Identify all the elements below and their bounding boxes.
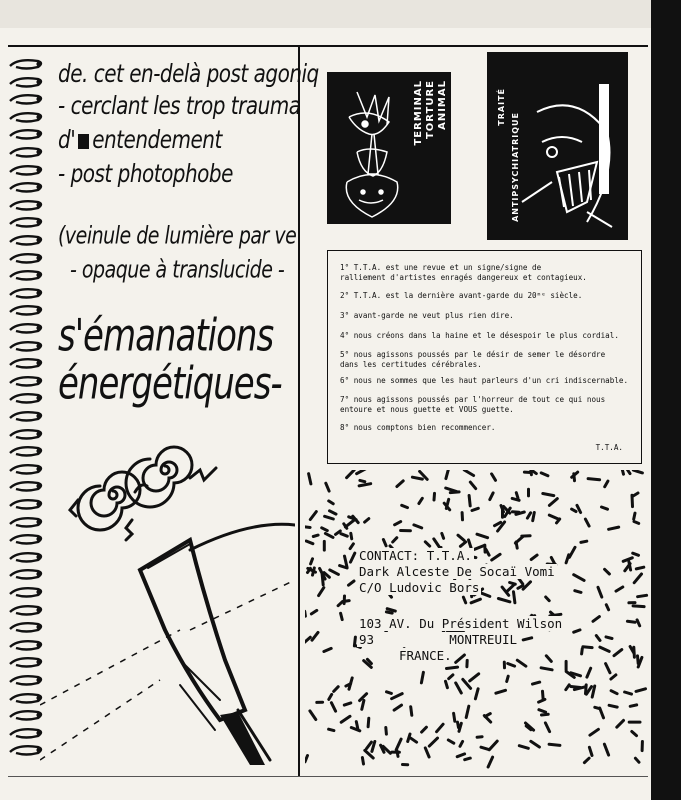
dash-mark [350, 544, 353, 549]
spiral-ring [8, 727, 44, 739]
spiral-ring [8, 410, 44, 422]
contact-line-6: FRANCE. [399, 648, 452, 663]
spiral-ring [8, 93, 44, 105]
dash-mark [549, 499, 557, 506]
dash-mark [598, 587, 602, 597]
dash-mark [331, 703, 335, 712]
spiral-ring [8, 164, 44, 176]
spiral-ring [8, 604, 44, 616]
dash-mark [512, 512, 519, 513]
dash-mark [566, 555, 569, 563]
dash-mark [464, 470, 473, 476]
hand-line-5: (veinule de lumière par ve [58, 222, 297, 250]
dash-mark [523, 638, 532, 640]
dash-mark [419, 498, 422, 503]
dash-mark [457, 754, 464, 757]
dash-mark [527, 513, 530, 518]
dash-mark [602, 507, 608, 509]
dash-mark [330, 570, 339, 575]
dash-mark [541, 668, 552, 670]
spiral-ring [8, 340, 44, 352]
dash-mark [475, 546, 484, 550]
cover-title-traite: TRAITÉ [497, 88, 506, 126]
spiral-ring [8, 709, 44, 721]
dash-mark [577, 505, 581, 512]
dash-mark [470, 674, 479, 681]
dash-mark [449, 675, 453, 679]
dash-mark [585, 519, 589, 526]
dash-mark [542, 714, 549, 715]
cover-title-terminal: TERMINAL [413, 80, 424, 146]
dash-mark [393, 538, 397, 542]
dash-mark [477, 534, 488, 538]
item-text: T.T.A. est une revue et un signe/signe de ralliement d'artistes enragés dangereux et contagieux. [340, 263, 587, 282]
dash-mark [421, 672, 423, 683]
contact-line-3: C/O Ludovic Bors [359, 580, 480, 595]
dash-mark [448, 740, 454, 743]
dash-mark [633, 470, 642, 473]
dash-mark [456, 683, 462, 693]
dash-mark [571, 687, 580, 688]
item-number: 4° [340, 331, 350, 340]
hand-line-4: - post photophobe [58, 158, 233, 188]
dash-mark [634, 647, 635, 657]
dash-mark [305, 637, 310, 643]
dash-mark [515, 537, 522, 543]
dash-mark [329, 694, 332, 699]
item-text: nous ne sommes que les haut parleurs d'un cri indiscernable. [353, 376, 629, 385]
dash-mark [636, 567, 644, 569]
dash-mark [605, 481, 608, 487]
spiral-ring [8, 428, 44, 440]
dash-mark [566, 685, 569, 690]
dash-mark [469, 540, 472, 548]
dash-mark [477, 737, 482, 738]
spiral-ring [8, 199, 44, 211]
dash-mark [460, 542, 465, 546]
item-number: 5° [340, 350, 350, 359]
dash-mark [581, 541, 587, 542]
manifesto-item-5 [340, 350, 635, 370]
dash-mark [311, 610, 316, 614]
dash-mark [609, 705, 617, 707]
dash-mark [625, 692, 632, 694]
dash-mark [460, 741, 463, 746]
dash-mark [595, 707, 600, 708]
dash-mark [392, 694, 403, 699]
dash-mark [489, 741, 497, 750]
manifesto-item-2 [340, 291, 635, 301]
item-text: avant-garde ne veut plus rien dire. [353, 311, 514, 320]
dash-mark [634, 574, 641, 583]
spiral-ring [8, 216, 44, 228]
dash-mark [465, 758, 471, 760]
dash-mark [387, 609, 395, 611]
dash-mark [311, 559, 313, 564]
spiral-ring [8, 375, 44, 387]
dash-mark [425, 748, 429, 757]
dash-mark [596, 636, 600, 641]
dash-mark [634, 513, 635, 519]
spiral-ring [8, 621, 44, 633]
dash-mark [456, 655, 465, 662]
dash-mark [471, 599, 480, 603]
dash-mark [488, 757, 493, 767]
dash-mark [481, 747, 488, 749]
dash-mark [495, 522, 501, 525]
dash-mark [309, 474, 311, 484]
spiral-ring [8, 568, 44, 580]
dash-mark [627, 621, 635, 622]
dash-mark [434, 493, 435, 500]
dash-mark [326, 483, 329, 491]
dash-mark [551, 557, 554, 563]
item-number: 1° [340, 263, 350, 272]
item-number: 2° [340, 291, 350, 300]
dash-mark [510, 583, 516, 585]
item-text: nous comptons bien recommencer. [353, 423, 496, 432]
spiral-ring [8, 533, 44, 545]
spiral-ring [8, 674, 44, 686]
dash-mark [414, 525, 422, 528]
manifesto-signature: T.T.A. [595, 443, 623, 452]
dash-mark [516, 493, 518, 499]
spiral-ring [8, 639, 44, 651]
spiral-ring [8, 76, 44, 88]
dash-mark [357, 470, 368, 474]
dash-mark [531, 470, 532, 475]
spiral-ring [8, 445, 44, 457]
dash-mark [508, 664, 515, 667]
spiral-ring [8, 586, 44, 598]
dash-mark [611, 675, 616, 679]
dash-mark [442, 533, 444, 538]
terminal-torture-animal-cover [327, 72, 451, 224]
contact-line-5: 93 MONTREUIL [359, 632, 518, 647]
dash-mark [351, 553, 355, 562]
spiral-ring [8, 287, 44, 299]
dash-mark [329, 501, 334, 504]
spiral-eyes-drawing [40, 430, 295, 770]
spiral-ring [8, 58, 44, 70]
dash-mark [306, 541, 313, 544]
spiral-ring [8, 551, 44, 563]
column-divider [298, 45, 300, 777]
dash-mark [463, 597, 465, 603]
dash-mark [507, 676, 509, 681]
dash-mark [638, 595, 647, 596]
dash-mark [549, 744, 560, 745]
manifesto-item-7 [340, 395, 635, 415]
dash-mark [386, 728, 387, 735]
dash-mark [472, 508, 478, 510]
hand-line-7: s'émanations [58, 310, 274, 362]
dash-mark [605, 569, 610, 574]
dash-mark [549, 515, 559, 519]
dash-mark [347, 470, 355, 478]
dash-mark [330, 511, 337, 514]
hand-line-3-start: d' [58, 124, 76, 154]
dash-mark [546, 656, 551, 662]
spiral-ring [8, 516, 44, 528]
dash-mark [492, 474, 496, 480]
hand-line-3-end: entendement [92, 124, 222, 154]
dash-mark [633, 553, 639, 555]
dash-mark [593, 617, 599, 622]
dash-mark [362, 700, 364, 709]
dash-mark [437, 724, 444, 732]
dash-mark [319, 588, 324, 596]
dash-mark [517, 660, 526, 666]
dash-mark [394, 705, 401, 710]
spiral-ring [8, 252, 44, 264]
dash-mark [411, 707, 412, 716]
dash-mark [514, 592, 515, 603]
dash-mark [434, 539, 440, 549]
manifesto-item-8 [340, 423, 635, 433]
dash-mark [447, 667, 458, 668]
spiral-ring [8, 146, 44, 158]
manifesto-item-4 [340, 331, 635, 341]
dash-mark [533, 682, 540, 684]
dash-mark [611, 691, 617, 694]
page-edge-shadow [651, 0, 681, 800]
dash-mark [338, 602, 342, 606]
spiral-ring [8, 181, 44, 193]
dash-mark [614, 650, 622, 656]
dash-mark [341, 613, 343, 619]
dash-mark [600, 647, 609, 651]
spiral-ring [8, 656, 44, 668]
dash-mark [492, 554, 500, 560]
dash-mark [543, 494, 554, 496]
dash-mark [589, 747, 592, 755]
dash-mark [397, 481, 403, 487]
dash-mark [466, 706, 469, 717]
dash-mark [310, 711, 316, 720]
dash-mark [341, 534, 347, 537]
dash-mark [616, 587, 623, 591]
dash-mark [334, 687, 339, 692]
dash-mark [349, 678, 352, 689]
item-number: 6° [340, 376, 350, 385]
dash-mark [496, 690, 506, 693]
dash-mark [519, 746, 528, 749]
contact-line-4: 103 AV. Du Président Wilson [359, 616, 563, 631]
dash-mark [365, 519, 369, 523]
spiral-ring [8, 269, 44, 281]
dash-mark [386, 612, 392, 613]
dash-mark [634, 522, 639, 524]
dash-mark [368, 718, 369, 727]
bleed-through-strip [0, 0, 681, 28]
dash-mark [531, 741, 540, 747]
frame-bottom-rule [8, 776, 648, 777]
contact-line-1: CONTACT: T.T.A. [359, 548, 472, 563]
dash-mark [572, 509, 576, 511]
dash-mark [362, 758, 363, 765]
dash-mark [412, 477, 422, 479]
dash-mark [590, 729, 599, 735]
dash-mark [341, 716, 350, 722]
dash-mark [310, 512, 316, 520]
dash-mark [425, 542, 429, 546]
hand-line-3 [58, 124, 222, 154]
dash-mark [606, 605, 608, 610]
item-text: T.T.A. est la dernière avant-garde du 20ᵐᵉ siècle. [353, 291, 583, 300]
dash-mark [632, 495, 633, 506]
manifesto-item-3 [340, 311, 635, 321]
dash-mark [583, 647, 592, 648]
manifesto-box [327, 250, 642, 464]
dash-mark [630, 705, 637, 706]
dash-mark [617, 720, 624, 727]
dash-mark [635, 758, 639, 762]
dash-mark [429, 738, 437, 746]
cover-title-antipsychiatrique: ANTIPSYCHIATRIQUE [511, 112, 520, 222]
dash-mark [518, 586, 523, 589]
item-text: nous créons dans la haine et le désespoir le plus cordial. [353, 331, 619, 340]
dash-mark [512, 498, 519, 500]
dash-mark [360, 480, 365, 481]
dash-mark [574, 575, 584, 581]
dash-mark [539, 699, 545, 702]
dash-mark [458, 535, 464, 540]
dash-mark [531, 555, 537, 559]
redaction-block [78, 133, 89, 148]
dash-mark [383, 540, 386, 546]
dash-mark [349, 581, 355, 585]
dash-mark [345, 520, 354, 527]
dash-mark [490, 493, 493, 500]
dash-mark [367, 742, 372, 749]
dash-mark [609, 527, 619, 529]
dash-mark [446, 681, 448, 687]
dash-mark [633, 493, 638, 496]
hand-line-1: de. cet en-delà post agoniq [58, 58, 319, 88]
dash-mark [637, 620, 640, 626]
dash-mark [458, 722, 459, 728]
dash-mark [325, 533, 333, 537]
dash-mark [633, 606, 644, 607]
dash-mark [623, 558, 632, 562]
dash-mark [569, 547, 575, 557]
dash-mark [402, 505, 408, 507]
dash-mark [545, 723, 549, 732]
hand-line-8: énergétiques- [58, 358, 282, 410]
dash-mark [541, 473, 548, 476]
spiral-ring [8, 480, 44, 492]
dash-mark [533, 513, 535, 521]
dash-mark [351, 533, 352, 539]
dash-mark [344, 703, 351, 705]
dash-mark [574, 630, 580, 632]
dash-mark [397, 750, 398, 756]
dash-mark [305, 527, 310, 528]
dash-mark [584, 758, 589, 762]
contact-line-2: Dark Alceste De Socaï Vomi [359, 564, 555, 579]
spiral-ring [8, 111, 44, 123]
manifesto-item-6 [340, 376, 635, 386]
spiral-ring [8, 692, 44, 704]
dash-mark [636, 689, 646, 692]
dash-mark [359, 484, 371, 486]
traite-antipsychiatrique-cover [487, 52, 628, 240]
dash-mark [539, 710, 546, 712]
item-text: nous agissons poussés par l'horreur de tout ce qui nous entoure et nous guette et VOUS guette. [340, 395, 606, 414]
dash-mark [411, 738, 417, 742]
dash-mark [622, 470, 624, 474]
dash-mark [632, 732, 637, 736]
dash-mark [395, 522, 401, 525]
dash-mark [322, 528, 328, 531]
dash-mark [313, 535, 318, 536]
item-number: 8° [340, 423, 350, 432]
dash-mark [575, 591, 581, 593]
spiral-ring [8, 463, 44, 475]
dash-mark [604, 744, 608, 755]
item-number: 7° [340, 395, 350, 404]
dash-mark [312, 632, 318, 640]
dash-mark [324, 648, 331, 651]
hand-line-2: - cerclant les trop trauma [58, 90, 301, 120]
spiral-ring [8, 322, 44, 334]
dash-mark [454, 713, 455, 721]
dash-mark [587, 668, 591, 677]
dash-mark [325, 516, 334, 519]
dash-mark [396, 739, 401, 750]
screaming-face-illustration [487, 52, 628, 240]
spiral-ring [8, 234, 44, 246]
item-number: 3° [340, 311, 350, 320]
hand-line-6: - opaque à translucide - [70, 256, 285, 284]
spiral-ring [8, 128, 44, 140]
cover-title-torture: TORTURE [425, 80, 436, 140]
dash-mark [498, 599, 510, 602]
dash-mark [329, 729, 334, 730]
dash-mark [387, 692, 392, 694]
dash-mark [475, 689, 478, 699]
spiral-ring [8, 392, 44, 404]
dash-mark [626, 470, 630, 474]
dash-mark [582, 649, 583, 654]
dash-mark [606, 664, 610, 673]
dash-mark [446, 488, 457, 492]
spiral-ring [8, 744, 44, 756]
dash-mark [606, 637, 612, 639]
dash-mark [470, 482, 475, 489]
spiral-ring [8, 304, 44, 316]
spiral-ring [8, 357, 44, 369]
dash-mark [446, 470, 449, 479]
manifesto-item-1 [340, 263, 635, 283]
dash-mark [469, 496, 470, 506]
dash-mark [422, 727, 427, 732]
cover-title-animal: ANIMAL [437, 80, 448, 130]
dash-mark [638, 656, 639, 664]
dash-mark [588, 479, 600, 480]
spiral-ring [8, 498, 44, 510]
dash-mark [345, 556, 348, 567]
dash-mark [305, 756, 308, 762]
item-text: nous agissons poussés par le désir de semer le désordre dans les certitudes cérébrales. [340, 350, 606, 369]
dash-mark [546, 597, 550, 601]
